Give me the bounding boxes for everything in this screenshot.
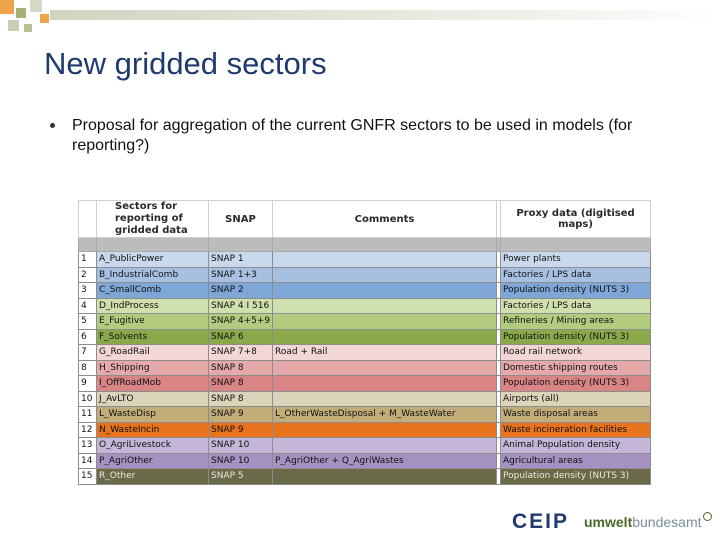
row-sector: L_WasteDisp — [97, 407, 209, 423]
table-row — [79, 422, 651, 438]
spacer-cell — [97, 238, 209, 252]
header-snap: SNAP — [209, 201, 273, 238]
row-comment — [273, 422, 497, 438]
row-sector: C_SmallComb — [97, 283, 209, 299]
row-number: 5 — [79, 314, 97, 330]
row-comment — [273, 438, 497, 454]
spacer-cell — [209, 238, 273, 252]
row-number: 8 — [79, 360, 97, 376]
spacer-cell — [501, 238, 651, 252]
deco-square-6 — [24, 24, 32, 32]
slide-title: New gridded sectors — [44, 46, 327, 81]
row-comment: L_OtherWasteDisposal + M_WasteWater — [273, 407, 497, 423]
row-number: 12 — [79, 422, 97, 438]
row-sector: G_RoadRail — [97, 345, 209, 361]
row-number: 13 — [79, 438, 97, 454]
uba-mark-icon — [703, 512, 712, 521]
row-sector: J_AvLTO — [97, 391, 209, 407]
header-num — [79, 201, 97, 238]
row-snap: SNAP 7+8 — [209, 345, 273, 361]
row-proxy: Waste incineration facilities — [501, 422, 651, 438]
decorative-squares — [0, 0, 60, 44]
row-snap: SNAP 8 — [209, 360, 273, 376]
row-proxy: Animal Population density — [501, 438, 651, 454]
ceip-logo: CEIP — [512, 510, 570, 533]
row-number: 6 — [79, 329, 97, 345]
bullet-item — [50, 116, 690, 156]
row-sector: E_Fugitive — [97, 314, 209, 330]
row-snap: SNAP 5 — [209, 469, 273, 485]
row-proxy: Refineries / Mining areas — [501, 314, 651, 330]
table-row — [79, 391, 651, 407]
row-number: 9 — [79, 376, 97, 392]
deco-square-1 — [0, 0, 14, 14]
row-comment — [273, 329, 497, 345]
row-proxy: Waste disposal areas — [501, 407, 651, 423]
row-sector: B_IndustrialComb — [97, 267, 209, 283]
uba-logo-part2: bundesamt — [632, 514, 702, 530]
table-header-row — [79, 201, 651, 238]
table-row — [79, 267, 651, 283]
table-row — [79, 360, 651, 376]
row-sector: O_AgriLivestock — [97, 438, 209, 454]
row-snap: SNAP 1+3 — [209, 267, 273, 283]
row-proxy: Population density (NUTS 3) — [501, 283, 651, 299]
row-proxy: Factories / LPS data — [501, 298, 651, 314]
row-sector: N_WasteIncin — [97, 422, 209, 438]
uba-logo-part1: umwelt — [584, 514, 633, 530]
header-comments: Comments — [273, 201, 497, 238]
table-row — [79, 469, 651, 485]
deco-square-4 — [40, 14, 49, 23]
row-comment — [273, 314, 497, 330]
row-proxy: Population density (NUTS 3) — [501, 329, 651, 345]
row-number: 15 — [79, 469, 97, 485]
row-snap: SNAP 8 — [209, 391, 273, 407]
row-number: 11 — [79, 407, 97, 423]
table-row — [79, 345, 651, 361]
row-proxy: Agricultural areas — [501, 453, 651, 469]
table-row — [79, 314, 651, 330]
row-proxy: Population density (NUTS 3) — [501, 469, 651, 485]
deco-square-3 — [30, 0, 42, 12]
row-snap: SNAP 1 — [209, 252, 273, 268]
row-comment — [273, 298, 497, 314]
table-row — [79, 376, 651, 392]
table-body — [79, 238, 651, 485]
umweltbundesamt-logo — [584, 514, 712, 530]
row-number: 14 — [79, 453, 97, 469]
row-number: 1 — [79, 252, 97, 268]
row-number: 4 — [79, 298, 97, 314]
row-sector: R_Other — [97, 469, 209, 485]
table-row — [79, 438, 651, 454]
row-snap: SNAP 4 I 516 — [209, 298, 273, 314]
row-comment: P_AgriOther + Q_AgriWastes — [273, 453, 497, 469]
deco-square-2 — [16, 8, 26, 18]
row-number: 3 — [79, 283, 97, 299]
row-comment — [273, 376, 497, 392]
row-snap: SNAP 10 — [209, 453, 273, 469]
row-comment — [273, 391, 497, 407]
spacer-cell — [273, 238, 497, 252]
row-comment — [273, 360, 497, 376]
table-spacer-row — [79, 238, 651, 252]
spacer-cell — [79, 238, 97, 252]
row-sector: H_Shipping — [97, 360, 209, 376]
row-proxy: Power plants — [501, 252, 651, 268]
row-proxy: Population density (NUTS 3) — [501, 376, 651, 392]
bullet-text: Proposal for aggregation of the current GNFR sectors to be used in models (for reporting?) — [72, 117, 633, 154]
row-proxy: Factories / LPS data — [501, 267, 651, 283]
row-sector: I_OffRoadMob — [97, 376, 209, 392]
header-proxy: Proxy data (digitised maps) — [501, 201, 651, 238]
row-sector: D_IndProcess — [97, 298, 209, 314]
row-snap: SNAP 9 — [209, 407, 273, 423]
row-comment — [273, 283, 497, 299]
row-snap: SNAP 8 — [209, 376, 273, 392]
row-sector: F_Solvents — [97, 329, 209, 345]
table-row — [79, 283, 651, 299]
row-snap: SNAP 9 — [209, 422, 273, 438]
table-row — [79, 252, 651, 268]
row-sector: P_AgriOther — [97, 453, 209, 469]
table-row — [79, 453, 651, 469]
row-number: 2 — [79, 267, 97, 283]
row-number: 10 — [79, 391, 97, 407]
table-row — [79, 329, 651, 345]
header-bar — [50, 10, 720, 20]
header-sector: Sectors for reporting of gridded data — [97, 201, 209, 238]
row-snap: SNAP 6 — [209, 329, 273, 345]
row-comment — [273, 267, 497, 283]
table-row — [79, 407, 651, 423]
row-sector: A_PublicPower — [97, 252, 209, 268]
sector-table — [78, 200, 651, 485]
deco-square-5 — [8, 20, 19, 31]
row-comment — [273, 469, 497, 485]
table-row — [79, 298, 651, 314]
row-snap: SNAP 4+5+9 — [209, 314, 273, 330]
row-comment: Road + Rail — [273, 345, 497, 361]
row-proxy: Airports (all) — [501, 391, 651, 407]
row-snap: SNAP 2 — [209, 283, 273, 299]
row-proxy: Road rail network — [501, 345, 651, 361]
row-comment — [273, 252, 497, 268]
bullet-dot — [50, 123, 55, 128]
row-snap: SNAP 10 — [209, 438, 273, 454]
row-number: 7 — [79, 345, 97, 361]
row-proxy: Domestic shipping routes — [501, 360, 651, 376]
sector-table-container — [78, 200, 650, 485]
